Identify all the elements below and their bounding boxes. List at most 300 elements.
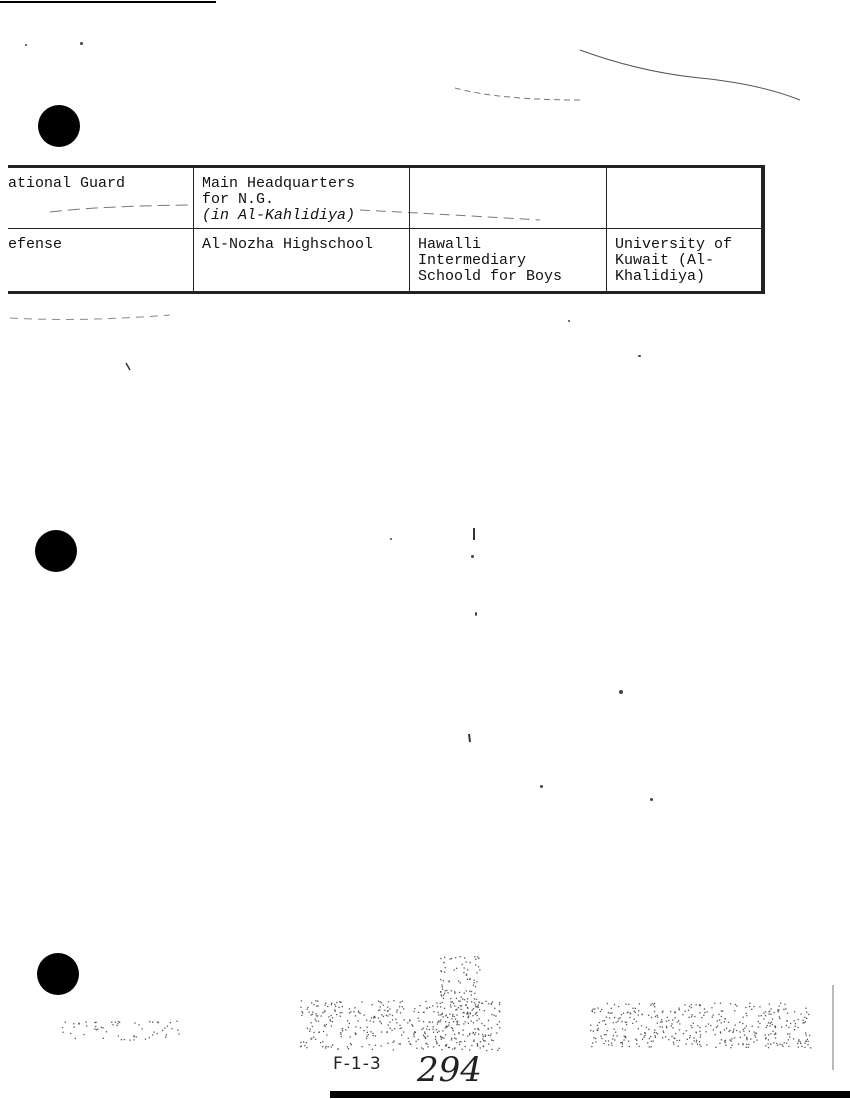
noise-dot (753, 1031, 754, 1032)
scan-speck (80, 42, 83, 45)
noise-dot (450, 958, 451, 959)
noise-dot (102, 1027, 103, 1028)
noise-dot (789, 1033, 790, 1034)
noise-dot (635, 1039, 636, 1040)
noise-dot (383, 1005, 384, 1006)
noise-dot (784, 1042, 785, 1043)
noise-dot (704, 1012, 705, 1013)
noise-dot (429, 1007, 430, 1008)
noise-dot (438, 1012, 439, 1013)
noise-dot (375, 1045, 376, 1046)
noise-dot (452, 1014, 453, 1015)
noise-dot (444, 1008, 445, 1009)
noise-dot (468, 1023, 469, 1024)
noise-dot (772, 1031, 773, 1032)
noise-dot (770, 1014, 771, 1015)
noise-dot (648, 1015, 649, 1016)
noise-dot (671, 1023, 672, 1024)
noise-dot (605, 1040, 606, 1041)
noise-dot (372, 1033, 373, 1034)
noise-dot (410, 1043, 411, 1044)
noise-dot (754, 1035, 755, 1036)
noise-dot (449, 1014, 450, 1015)
noise-dot (743, 1029, 744, 1030)
noise-dot (608, 1044, 609, 1045)
noise-dot (712, 1017, 713, 1018)
noise-dot (682, 1014, 683, 1015)
noise-dot (783, 1009, 784, 1010)
noise-dot (661, 1019, 662, 1020)
noise-dot (320, 1042, 321, 1043)
noise-dot (467, 1012, 468, 1013)
noise-dot (326, 1034, 327, 1035)
noise-dot (303, 1041, 304, 1042)
noise-dot (490, 1035, 491, 1036)
noise-dot (602, 1020, 603, 1021)
noise-dot (777, 1045, 778, 1046)
noise-dot (462, 964, 463, 965)
noise-dot (775, 1037, 776, 1038)
noise-dot (786, 1043, 787, 1044)
noise-dot (466, 990, 467, 991)
noise-dot (441, 994, 442, 995)
noise-dot (666, 1027, 667, 1028)
noise-dot (751, 1009, 752, 1010)
noise-dot (167, 1026, 168, 1027)
noise-dot (445, 967, 446, 968)
noise-dot (152, 1034, 153, 1035)
noise-dot (477, 1015, 478, 1016)
noise-dot (611, 1043, 612, 1044)
noise-dot (654, 1003, 655, 1004)
noise-dot (467, 1035, 468, 1036)
noise-dot (456, 968, 457, 969)
noise-dot (726, 1028, 727, 1029)
noise-dot (622, 1043, 623, 1044)
noise-dot (476, 972, 477, 973)
noise-dot (451, 1038, 452, 1039)
noise-dot (450, 1006, 451, 1007)
noise-dot (373, 1016, 374, 1017)
noise-dot (435, 1036, 436, 1037)
noise-dot (687, 1039, 688, 1040)
noise-dot (724, 1021, 725, 1022)
noise-dot (651, 1041, 652, 1042)
noise-dot (164, 1027, 165, 1028)
noise-dot (651, 1017, 652, 1018)
noise-dot (432, 1022, 433, 1023)
noise-dot (366, 1020, 367, 1021)
noise-dot (717, 1020, 718, 1021)
noise-dot (703, 1015, 704, 1016)
noise-dot (788, 1039, 789, 1040)
noise-dot (170, 1022, 171, 1023)
noise-dot (310, 1028, 311, 1029)
noise-dot (145, 1039, 146, 1040)
noise-dot (373, 1035, 374, 1036)
noise-dot (758, 1021, 759, 1022)
noise-dot (361, 1001, 362, 1002)
noise-dot (454, 969, 455, 970)
noise-dot (472, 1015, 473, 1016)
noise-dot (485, 1040, 486, 1041)
noise-dot (454, 1037, 455, 1038)
table-cell-category: efense (8, 229, 194, 293)
noise-dot (692, 1014, 693, 1015)
noise-dot (464, 957, 465, 958)
noise-dot (612, 1038, 613, 1039)
noise-dot (387, 1011, 388, 1012)
noise-dot (678, 1046, 679, 1047)
noise-dot (445, 990, 446, 991)
noise-dot (95, 1026, 96, 1027)
noise-dot (615, 1032, 616, 1033)
noise-dot (396, 1011, 397, 1012)
noise-dot (808, 1014, 809, 1015)
noise-dot (408, 1041, 409, 1042)
noise-dot (340, 1002, 341, 1003)
noise-dot (317, 1005, 318, 1006)
noise-dot (349, 1012, 350, 1013)
noise-dot (761, 1015, 762, 1016)
noise-dot (808, 1041, 809, 1042)
noise-dot (613, 1035, 614, 1036)
noise-dot (746, 1039, 747, 1040)
noise-dot (666, 1026, 667, 1027)
noise-dot (635, 1008, 636, 1009)
noise-dot (414, 1008, 415, 1009)
noise-dot (768, 1022, 769, 1023)
noise-dot (725, 1042, 726, 1043)
noise-dot (358, 1020, 359, 1021)
noise-dot (720, 1031, 721, 1032)
noise-dot (345, 1029, 346, 1030)
noise-dot (462, 998, 463, 999)
noise-dot (779, 1044, 780, 1045)
noise-dot (427, 1046, 428, 1047)
noise-dot (325, 1026, 326, 1027)
noise-dot (332, 1045, 333, 1046)
noise-dot (454, 1005, 455, 1006)
noise-dot (83, 1034, 84, 1035)
noise-dot (451, 990, 452, 991)
noise-dot (696, 1040, 697, 1041)
noise-dot (721, 1022, 722, 1023)
noise-dot (499, 1048, 500, 1049)
noise-dot (370, 1020, 371, 1021)
noise-dot (423, 1028, 424, 1029)
noise-dot (307, 1028, 308, 1029)
noise-dot (450, 1001, 451, 1002)
noise-dot (480, 1041, 481, 1042)
noise-dot (426, 1008, 427, 1009)
noise-dot (95, 1022, 96, 1023)
noise-dot (446, 1044, 447, 1045)
noise-dot (473, 985, 474, 986)
noise-dot (686, 1030, 687, 1031)
noise-dot (478, 1002, 479, 1003)
noise-dot (746, 1013, 747, 1014)
noise-dot (700, 1046, 701, 1047)
noise-dot (649, 1046, 650, 1047)
noise-dot (455, 1019, 456, 1020)
noise-dot (739, 1031, 740, 1032)
noise-dot (463, 1012, 464, 1013)
noise-dot (679, 1009, 680, 1010)
noise-dot (735, 1025, 736, 1026)
noise-dot (386, 1031, 387, 1032)
noise-dot (775, 1033, 776, 1034)
noise-dot (425, 1001, 426, 1002)
noise-dot (657, 1023, 658, 1024)
noise-dot (778, 1011, 779, 1012)
noise-dot (471, 1045, 472, 1046)
noise-dot (804, 1022, 805, 1023)
noise-dot (418, 1012, 419, 1013)
noise-dot (603, 1043, 604, 1044)
noise-dot (663, 1032, 664, 1033)
noise-dot (625, 1021, 626, 1022)
noise-dot (444, 993, 445, 994)
noise-dot (765, 1045, 766, 1046)
noise-dot (646, 1027, 647, 1028)
noise-dot (369, 1044, 370, 1045)
noise-dot (731, 1041, 732, 1042)
noise-dot (341, 1036, 342, 1037)
noise-dot (443, 995, 444, 996)
noise-dot (336, 1002, 337, 1003)
noise-dot (592, 1011, 593, 1012)
noise-dot (468, 1016, 469, 1017)
noise-dot (429, 1029, 430, 1030)
noise-dot (721, 1039, 722, 1040)
scan-speck (638, 355, 641, 357)
noise-dot (436, 1029, 437, 1030)
noise-dot (389, 1022, 390, 1023)
page-stamp-label: F-1-3 (333, 1054, 382, 1074)
scan-speck (650, 798, 653, 801)
noise-dot (364, 1015, 365, 1016)
noise-dot (469, 991, 470, 992)
noise-dot (794, 1011, 795, 1012)
noise-dot (790, 1023, 791, 1024)
noise-dot (301, 1046, 302, 1047)
noise-dot (748, 1047, 749, 1048)
noise-dot (338, 1007, 339, 1008)
noise-dot (592, 1042, 593, 1043)
noise-dot (769, 1026, 770, 1027)
noise-dot (462, 1034, 463, 1035)
noise-dot (471, 994, 472, 995)
noise-dot (758, 1015, 759, 1016)
noise-dot (438, 1014, 439, 1015)
noise-dot (73, 1027, 74, 1028)
noise-dot (349, 1008, 350, 1009)
noise-dot (456, 1014, 457, 1015)
noise-dot (403, 1008, 404, 1009)
noise-dot (759, 1023, 760, 1024)
noise-dot (129, 1040, 130, 1041)
noise-dot (460, 982, 461, 983)
noise-dot (739, 1022, 740, 1023)
noise-dot (413, 1011, 414, 1012)
noise-dot (749, 1006, 750, 1007)
noise-dot (748, 1044, 749, 1045)
noise-dot (746, 1015, 747, 1016)
noise-dot (604, 1034, 605, 1035)
noise-dot (746, 1044, 747, 1045)
noise-dot (78, 1023, 79, 1024)
punch-hole-top (38, 105, 80, 147)
noise-dot (324, 1011, 325, 1012)
noise-dot (446, 990, 447, 991)
noise-dot (620, 1042, 621, 1043)
noise-dot (116, 1025, 117, 1026)
noise-dot (678, 1008, 679, 1009)
noise-dot (798, 1027, 799, 1028)
noise-dot (629, 1046, 630, 1047)
noise-dot (118, 1035, 119, 1036)
noise-dot (302, 1012, 303, 1013)
noise-dot (689, 1006, 690, 1007)
noise-dot (476, 981, 477, 982)
noise-dot (699, 1027, 700, 1028)
noise-dot (471, 991, 472, 992)
noise-dot (736, 1030, 737, 1031)
noise-dot (340, 1032, 341, 1033)
noise-dot (493, 1040, 494, 1041)
noise-dot (593, 1037, 594, 1038)
table-cell-location (194, 167, 410, 229)
noise-dot (673, 1044, 674, 1045)
noise-dot (688, 1017, 689, 1018)
noise-dot (765, 1015, 766, 1016)
noise-dot (448, 1047, 449, 1048)
noise-dot (734, 1037, 735, 1038)
noise-dot (474, 1002, 475, 1003)
noise-dot (491, 1033, 492, 1034)
noise-dot (467, 969, 468, 970)
noise-dot (676, 1040, 677, 1041)
noise-dot (722, 1011, 723, 1012)
noise-dot (460, 956, 461, 957)
noise-dot (400, 1002, 401, 1003)
noise-dot (718, 1014, 719, 1015)
noise-dot (331, 1004, 332, 1005)
noise-dot (317, 1001, 318, 1002)
noise-dot (638, 1028, 639, 1029)
noise-dot (458, 1032, 459, 1033)
noise-dot (355, 1026, 356, 1027)
noise-dot (471, 1001, 472, 1002)
noise-dot (775, 1027, 776, 1028)
noise-dot (716, 1027, 717, 1028)
noise-dot (674, 1017, 675, 1018)
noise-dot (324, 1005, 325, 1006)
noise-dot (647, 1042, 648, 1043)
noise-dot (801, 1046, 802, 1047)
noise-dot (448, 1025, 449, 1026)
noise-dot (171, 1028, 172, 1029)
noise-dot (462, 1030, 463, 1031)
noise-dot (324, 1025, 325, 1026)
noise-dot (746, 1025, 747, 1026)
noise-dot (440, 979, 441, 980)
noise-dot (348, 1048, 349, 1049)
noise-dot (696, 1032, 697, 1033)
noise-dot (679, 1029, 680, 1030)
noise-dot (634, 1011, 635, 1012)
noise-dot (332, 1017, 333, 1018)
noise-dot (399, 1043, 400, 1044)
noise-dot (675, 1033, 676, 1034)
noise-dot (692, 1027, 693, 1028)
noise-dot (461, 997, 462, 998)
noise-dot (316, 1020, 317, 1021)
noise-dot (101, 1027, 102, 1028)
noise-dot (331, 1046, 332, 1047)
noise-dot (706, 1044, 707, 1045)
noise-dot (789, 1036, 790, 1037)
noise-dot (447, 992, 448, 993)
noise-dot (121, 1039, 122, 1040)
noise-dot (444, 957, 445, 958)
noise-dot (417, 1018, 418, 1019)
noise-dot (742, 1023, 743, 1024)
noise-dot (475, 1004, 476, 1005)
noise-dot (442, 1002, 443, 1003)
noise-dot (358, 1011, 359, 1012)
noise-dot (402, 1006, 403, 1007)
noise-dot (315, 1039, 316, 1040)
noise-dot (395, 1019, 396, 1020)
noise-dot (699, 1044, 700, 1045)
noise-dot (614, 1029, 615, 1030)
noise-dot (445, 1027, 446, 1028)
noise-dot (694, 1016, 695, 1017)
noise-dot (425, 1033, 426, 1034)
noise-dot (636, 1021, 637, 1022)
noise-dot (393, 1042, 394, 1043)
noise-dot (157, 1033, 158, 1034)
noise-dot (693, 1023, 694, 1024)
noise-dot (607, 1003, 608, 1004)
noise-dot (149, 1021, 150, 1022)
noise-dot (786, 1025, 787, 1026)
noise-dot (325, 1003, 326, 1004)
noise-dot (309, 1031, 310, 1032)
noise-dot (474, 956, 475, 957)
noise-dot (393, 1000, 394, 1001)
noise-dot (475, 959, 476, 960)
noise-dot (463, 1016, 464, 1017)
noise-dot (401, 1027, 402, 1028)
noise-dot (452, 1001, 453, 1002)
noise-dot (655, 1035, 656, 1036)
noise-dot (705, 1031, 706, 1032)
noise-dot (378, 1017, 379, 1018)
scan-speck (540, 785, 543, 788)
noise-dot (651, 1046, 652, 1047)
noise-dot (470, 978, 471, 979)
noise-dot (461, 1005, 462, 1006)
noise-dot (396, 1009, 397, 1010)
noise-dot (733, 1029, 734, 1030)
noise-dot (655, 1016, 656, 1017)
noise-dot (608, 1040, 609, 1041)
noise-dot (662, 1037, 663, 1038)
noise-dot (767, 1025, 768, 1026)
